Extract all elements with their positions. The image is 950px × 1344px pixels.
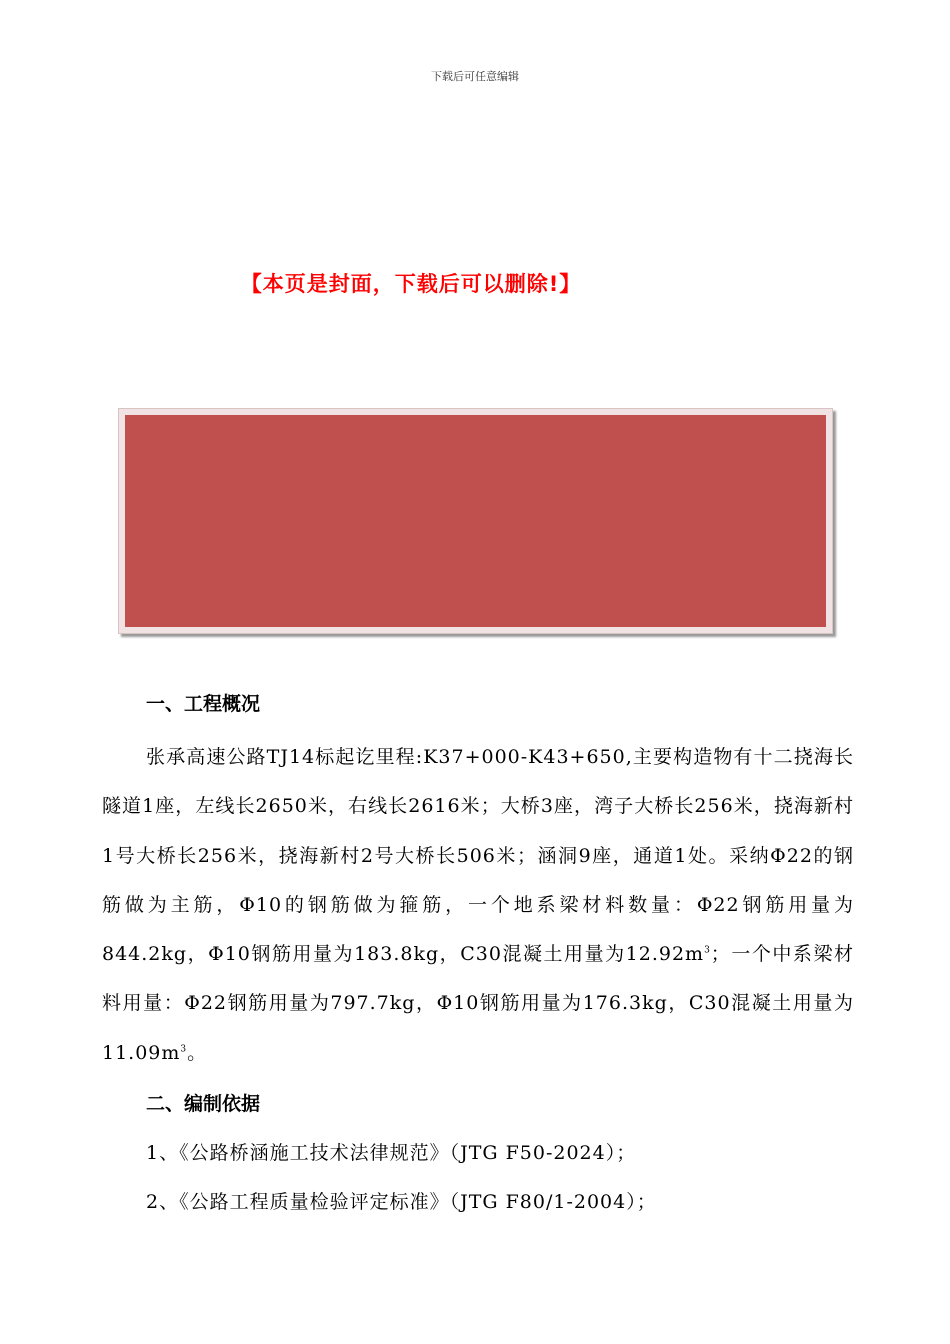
cover-delete-notice: 【本页是封面，下载后可以删除!】 <box>240 272 582 296</box>
page-header: 下载后可任意编辑 <box>431 70 519 83</box>
overview-text-end: 。 <box>187 1041 208 1064</box>
cover-image-frame <box>118 408 833 634</box>
cover-image-placeholder <box>125 415 826 627</box>
overview-text-part2: ；一个中系梁材料用量：Φ22钢筋用量为797.7kg，Φ10钢筋用量为176.3kg，C30混凝土用量为11.09m <box>102 943 854 1064</box>
superscript-cubic-2: 3 <box>180 1044 188 1055</box>
section-title-overview: 一、工程概况 <box>146 693 261 715</box>
section-title-basis: 二、编制依据 <box>146 1093 261 1115</box>
overview-text-part1: 张承高速公路TJ14标起讫里程:K37+000-K43+650,主要构造物有十二挠海长隧道1座，左线长2650米，右线长2616米；大桥3座，湾子大桥长256米，挠海新村1号大桥长256米，挠海新村2号大桥长506米；涵洞9座，通道1处。采纳Φ22的钢筋做为主筋，Φ10的钢筋做为箍筋，一个地系梁材料数量：Φ22钢筋用量为844.2kg，Φ10钢筋用量为183.8kg，C30混凝土用量为12.92m <box>102 746 854 966</box>
overview-paragraph <box>102 733 854 1078</box>
superscript-cubic-1: 3 <box>704 945 711 956</box>
basis-list-item: 1、《公路桥涵施工技术法律规范》（JTG F50-2024）； <box>146 1142 637 1164</box>
basis-list-item: 2、《公路工程质量检验评定标准》（JTG F80/1-2004）； <box>146 1191 657 1213</box>
